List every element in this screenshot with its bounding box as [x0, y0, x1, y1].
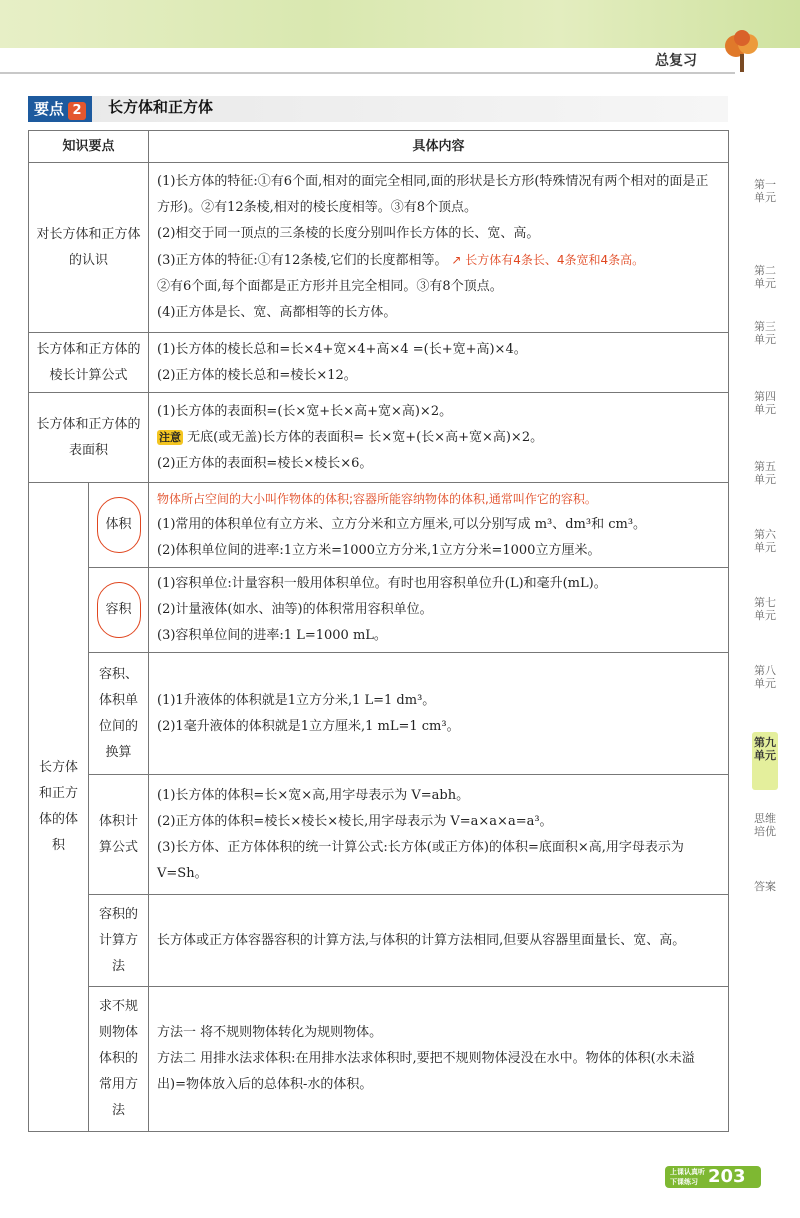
content-line: (2)正方体的棱长总和=棱长×12。	[157, 367, 357, 383]
page-number: 203	[708, 1166, 746, 1187]
content-line: (3)容积单位间的进率:1 L=1000 mL。	[157, 628, 387, 643]
content-line: (1)1升液体的体积就是1立方分米,1 L=1 dm³。	[157, 692, 436, 708]
content-line: (1)长方体的表面积=(长×宽+长×高+宽×高)×2。	[157, 403, 453, 419]
content-cell	[149, 895, 729, 987]
content-line: (1)长方体的特征:①有6个面,相对的面完全相同,面的形状是长方形(特殊情况有两个相对的面是正方形)。②有12条棱,相对的棱长度相等。③有8个顶点。	[157, 174, 709, 215]
tab-unit-7[interactable]: 第七单元	[754, 596, 776, 622]
tab-unit-4[interactable]: 第四单元	[754, 390, 776, 416]
content-line: (1)容积单位:计量容积一般用体积单位。有时也用容积单位升(L)和毫升(mL)。	[157, 576, 607, 591]
section-title: 长方体和正方体	[108, 98, 214, 116]
tab-unit-1[interactable]: 第一单元	[754, 178, 776, 204]
content-line: (2)正方体的体积=棱长×棱长×棱长,用字母表示为 V=a×a×a=a³。	[157, 813, 553, 829]
content-line: (2)体积单位间的进率:1立方米=1000立方分米,1立方分米=1000立方厘米。	[157, 543, 601, 558]
content-line: (2)1毫升液体的体积就是1立方厘米,1 mL=1 cm³。	[157, 718, 460, 734]
tab-unit-3[interactable]: 第三单元	[754, 320, 776, 346]
table-row	[29, 393, 729, 483]
note-badge: 注意	[159, 430, 182, 444]
knowledge-table	[28, 130, 729, 1132]
sub-point	[89, 568, 149, 653]
table-row	[29, 568, 729, 653]
key-point: 对长方体和正方体的认识	[29, 163, 149, 333]
handwritten-note: 物体所占空间的大小叫作物体的体积;容器所能容纳物体的体积,通常叫作它的容积。	[157, 492, 597, 506]
content-line: (4)正方体是长、宽、高都相等的长方体。	[157, 305, 397, 320]
handwritten-note: ↗ 长方体有4条长、4条宽和4条高。	[447, 253, 645, 267]
section-tag	[28, 96, 92, 122]
tree-icon	[722, 30, 762, 74]
sub-point: 求不规则物体体积的常用方法	[89, 987, 149, 1132]
table-row	[29, 653, 729, 775]
top-banner	[0, 0, 800, 48]
content-cell	[149, 987, 729, 1132]
content-cell	[149, 775, 729, 895]
tab-unit-6[interactable]: 第六单元	[754, 528, 776, 554]
table-row	[29, 987, 729, 1132]
content-line: (2)相交于同一顶点的三条棱的长度分别叫作长方体的长、宽、高。	[157, 226, 540, 241]
content-cell	[149, 163, 729, 333]
table-row	[29, 775, 729, 895]
content-line: (1)常用的体积单位有立方米、立方分米和立方厘米,可以分别写成 m³、dm³和 cm³。	[157, 517, 647, 532]
section-number: 2	[68, 102, 86, 120]
table-row	[29, 163, 729, 333]
content-cell	[149, 483, 729, 568]
chapter-label: 总复习	[655, 53, 697, 69]
tab-thinking[interactable]: 思维培优	[754, 812, 776, 838]
slogan-line: 上课认真听	[670, 1168, 705, 1176]
content-cell	[149, 333, 729, 393]
sub-point	[89, 483, 149, 568]
content-line: (1)长方体的棱长总和=长×4+宽×4+高×4 =(长+宽+高)×4。	[157, 341, 527, 357]
sub-point: 容积的计算方法	[89, 895, 149, 987]
content-line: (1)长方体的体积=长×宽×高,用字母表示为 V=abh。	[157, 787, 470, 803]
slogan-line: 下课练习	[670, 1178, 698, 1186]
slogan	[670, 1167, 710, 1187]
section-tag-text: 要点	[34, 100, 65, 118]
key-point: 长方体和正方体的体积	[29, 483, 89, 1132]
key-point: 长方体和正方体的棱长计算公式	[29, 333, 149, 393]
sub-point: 容积、体积单位间的换算	[89, 653, 149, 775]
header-col-key-point: 知识要点	[29, 131, 149, 163]
content-line	[157, 247, 720, 274]
circled-label: 容积	[97, 582, 141, 638]
tab-unit-8[interactable]: 第八单元	[754, 664, 776, 690]
content-cell	[149, 393, 729, 483]
key-point: 长方体和正方体的表面积	[29, 393, 149, 483]
circled-label: 体积	[97, 497, 141, 553]
content-text: 无底(或无盖)长方体的表面积= 长×宽+(长×高+宽×高)×2。	[187, 429, 544, 445]
table-header-row	[29, 131, 729, 163]
content-line: ②有6个面,每个面都是正方形并且完全相同。③有8个顶点。	[157, 279, 503, 294]
table-row	[29, 895, 729, 987]
content-cell	[149, 653, 729, 775]
content-line: 方法一 将不规则物体转化为规则物体。	[157, 1025, 383, 1040]
content-line: 方法二 用排水法求体积:在用排水法求体积时,要把不规则物体浸没在水中。物体的体积(水未溢出)=物体放入后的总体积-水的体积。	[157, 1051, 695, 1092]
content-line	[157, 425, 720, 451]
table-row	[29, 483, 729, 568]
content-line: (2)计量液体(如水、油等)的体积常用容积单位。	[157, 602, 433, 617]
header-rule	[0, 72, 735, 74]
content-line: 长方体或正方体容器容积的计算方法,与体积的计算方法相同,但要从容器里面量长、宽、高。	[157, 932, 686, 948]
tab-answers[interactable]: 答案	[754, 880, 776, 893]
handwritten-note-text: 长方体有4条长、4条宽和4条高。	[465, 253, 645, 267]
header-col-content: 具体内容	[149, 131, 729, 163]
tab-unit-9[interactable]: 第九单元	[752, 732, 778, 790]
tab-unit-5[interactable]: 第五单元	[754, 460, 776, 486]
table-row	[29, 333, 729, 393]
content-text: (3)正方体的特征:①有12条棱,它们的长度都相等。	[157, 253, 448, 268]
sub-point: 体积计算公式	[89, 775, 149, 895]
content-line: (2)正方体的表面积=棱长×棱长×6。	[157, 455, 373, 471]
content-line: (3)长方体、正方体体积的统一计算公式:长方体(或正方体)的体积=底面积×高,用字母表示为 V=Sh。	[157, 839, 684, 881]
content-cell	[149, 568, 729, 653]
tab-unit-2[interactable]: 第二单元	[754, 264, 776, 290]
